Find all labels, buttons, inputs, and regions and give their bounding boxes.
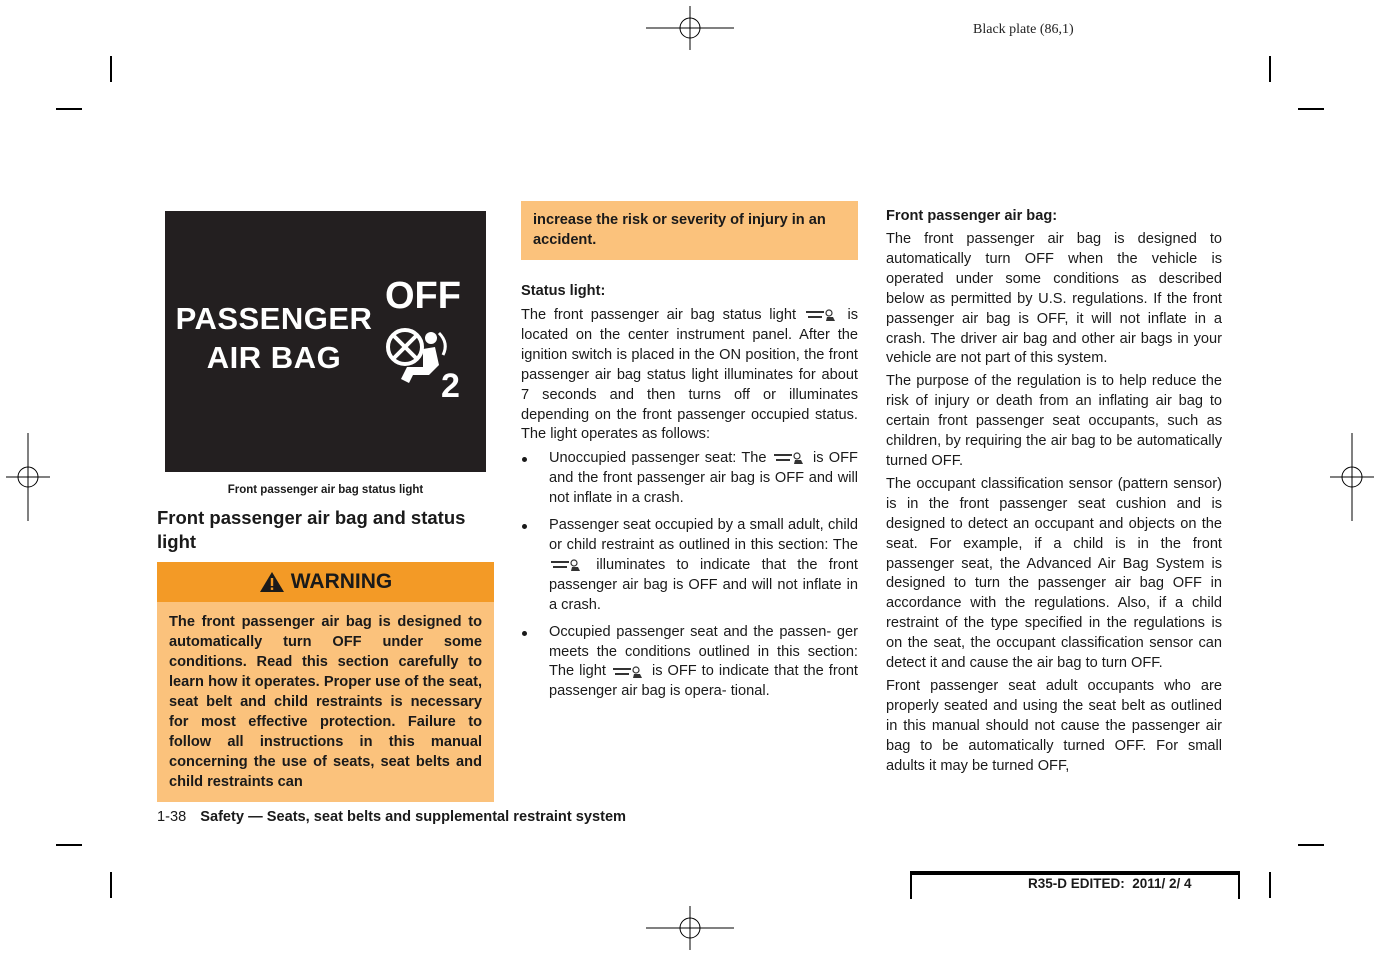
page-footer (157, 809, 626, 825)
edited-label: R35-D EDITED: 2011/ 2/ 4 (1028, 876, 1192, 891)
crop-mark (1269, 872, 1271, 898)
page-number: 1-38 (157, 809, 187, 825)
front-airbag-heading: Front passenger air bag: (886, 208, 1058, 224)
paragraph: The occupant classification sensor (pattern sensor) is in the front passenger seat cushion and is designed to detect an occupant and objects on the seat. For example, if a child is in the front passenger seat, the Advanced Air Bag System is designed to turn the passenger air bag OFF in accordance with the regulations. Also, if a child restraint of the type specified in the regulations is on the seat, the occupant classification sensor can detect it and cause the air bag to turn OFF. (886, 475, 1222, 672)
column-status-light (521, 201, 858, 709)
figure-caption: Front passenger air bag status light (227, 484, 424, 496)
list-item: Passenger seat occupied by a small adult, child or child restraint as outlined in this section: The illuminates to indicate that the front passenger air bag is OFF and will not inflate in a crash. (521, 516, 858, 616)
warning-header (157, 562, 494, 602)
sign-line-2: AIR BAG (206, 340, 342, 375)
sign-status-off: OFF (385, 275, 461, 317)
crop-mark (1298, 844, 1324, 846)
plate-label: Black plate (86,1) (973, 22, 1074, 37)
registration-mark-icon (6, 433, 50, 521)
crop-mark (56, 108, 82, 110)
paragraph: The front passenger air bag is designed to automatically turn OFF when the vehicle is operated under some conditions as described below as permitted by U.S. regulations. If the front passenger air bag is OFF, it will not inflate in a crash. The driver air bag and other air bags in your vehicle are not part of this system. (886, 231, 1222, 367)
warning-text: The front passenger air bag is designed to automatically turn OFF under some conditions. Read this section carefully to learn how it operates. Proper use of the seat, seat belt and child restraints is necessary for most effective protection. Failure to follow all instructions in this manual concerning the use of seats, seat belts and child restraints can (157, 602, 494, 802)
paragraph: The purpose of the regulation is to help reduce the risk of injury or death from an inflating air bag to certain front passenger seat occupants, such as children, by requiring the air bag to be automatically turned OFF. (886, 373, 1222, 469)
passenger-airbag-off-icon (383, 323, 473, 403)
crop-mark (1298, 108, 1324, 110)
airbag-status-light-icon (774, 451, 806, 465)
paragraph: Front passenger seat adult occupants who are properly seated and using the seat belt as outlined in this manual should not cause the passenger air bag to be automatically turned OFF. For small adults it may be turned OFF, (886, 677, 1222, 774)
warning-label: WARNING (290, 570, 393, 593)
list-item: Unoccupied passenger seat: The is OFF and the front passenger air bag is OFF and will not inflate in a crash. (521, 449, 858, 509)
airbag-status-light-icon (806, 308, 838, 322)
airbag-status-light-icon (613, 665, 645, 679)
column-front-airbag (886, 206, 1222, 779)
footer-title: Safety — Seats, seat belts and supplemental restraint system (200, 809, 627, 825)
section-title: Front passenger air bag and status light (157, 507, 466, 552)
airbag-status-light-figure (165, 211, 486, 472)
airbag-status-light-icon (551, 558, 583, 572)
status-light-intro: The front passenger air bag status light is located on the center instrument panel. After the ignition switch is placed in the ON position, the front passenger air bag status light illuminates for about 7 seconds and then turns off or illuminates depending on the front passenger occupied status. The light operates as follows: (521, 307, 859, 443)
crop-mark (1269, 56, 1271, 82)
sign-line-1: PASSENGER (175, 301, 373, 336)
warning-triangle-icon (259, 571, 285, 593)
list-item: Occupied passenger seat and the passen- ger meets the conditions outlined in this section: The light is OFF to indicate that the front passenger air bag is opera- tional. (521, 623, 858, 703)
warning-continued: increase the risk or severity of injury in an accident. (521, 201, 858, 260)
registration-mark-icon (1330, 433, 1374, 521)
crop-mark (110, 872, 112, 898)
registration-mark-icon (646, 906, 734, 950)
crop-mark (110, 56, 112, 82)
registration-mark-icon (646, 6, 734, 50)
status-light-list (521, 449, 858, 702)
status-light-heading: Status light: (521, 283, 606, 299)
crop-mark (56, 844, 82, 846)
svg-text:2: 2 (441, 367, 460, 403)
